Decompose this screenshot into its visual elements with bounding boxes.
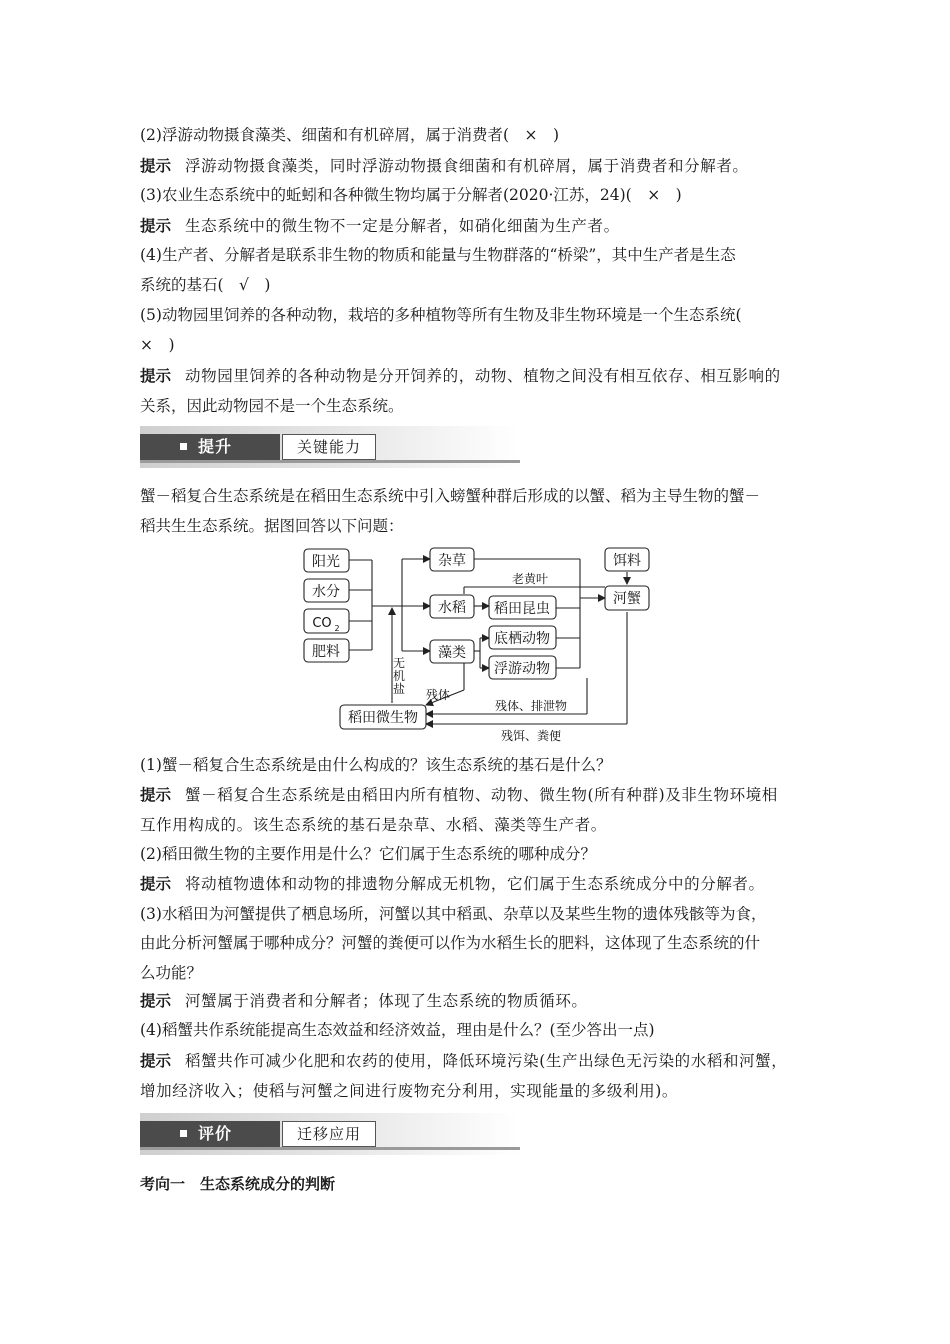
hint-text: 生态系统中的微生物不一定是分解者，如硝化细菌为生产者。 bbox=[185, 217, 620, 235]
node-sunlight: 阳光 bbox=[312, 554, 340, 570]
hint-p4-line-2: 增加经济收入；使稻与河蟹之间进行废物充分利用，实现能量的多级利用)。 bbox=[140, 1082, 678, 1100]
hint-p1-line-1 bbox=[140, 780, 820, 810]
hint-text: 将动植物遗体和动物的排遗物分解成无机物，它们属于生态系统成分中的分解者。 bbox=[185, 875, 765, 893]
question-2: (2)浮游动物摄食藻类、细菌和有机碎屑，属于消费者( × ) bbox=[140, 126, 560, 144]
banner-subtitle: 迁移应用 bbox=[282, 1121, 376, 1147]
problem-2: (2)稻田微生物的主要作用是什么？它们属于生态系统的哪种成分？ bbox=[140, 845, 596, 863]
hint-label: 提示 bbox=[140, 786, 172, 804]
hint-label: 提示 bbox=[140, 157, 172, 175]
problem-4: (4)稻蟹共作系统能提高生态效益和经济效益，理由是什么？(至少答出一点) bbox=[140, 1021, 655, 1039]
hint-text: 河蟹属于消费者和分解者；体现了生态系统的物质循环。 bbox=[185, 992, 588, 1010]
hint-p4-line-1 bbox=[140, 1046, 820, 1076]
hint-p3 bbox=[140, 986, 820, 1016]
problem-3-line-3: 么功能？ bbox=[140, 964, 203, 982]
question-4-line-1: (4)生产者、分解者是联系非生物的物质和能量与生物群落的“桥梁”，其中生产者是生态 bbox=[140, 246, 736, 264]
hint-p1-line-2: 互作用构成的。该生态系统的基石是杂草、水稻、藻类等生产者。 bbox=[140, 816, 607, 834]
square-bullet-icon bbox=[180, 1130, 187, 1137]
problem-1: (1)蟹－稻复合生态系统是由什么构成的？该生态系统的基石是什么？ bbox=[140, 756, 612, 774]
problem-3-line-2: 由此分析河蟹属于哪种成分？河蟹的粪便可以作为水稻生长的肥料，这体现了生态系统的什 bbox=[140, 934, 761, 952]
banner-title: 提升 bbox=[198, 437, 233, 456]
node-rice: 水稻 bbox=[438, 600, 466, 616]
hint-text: 稻蟹共作可减少化肥和农药的使用，降低环境污染(生产出绿色无污染的水稻和河蟹， bbox=[185, 1052, 788, 1070]
question-3: (3)农业生态系统中的蚯蚓和各种微生物均属于分解者(2020·江苏，24)( × ) bbox=[140, 186, 682, 204]
node-fertilizer: 肥料 bbox=[312, 644, 340, 660]
label-inorganic-2: 机 bbox=[392, 669, 406, 683]
hint-text: 浮游动物摄食藻类，同时浮游动物摄食细菌和有机碎屑，属于消费者和分解者。 bbox=[185, 157, 749, 175]
hint-label: 提示 bbox=[140, 992, 172, 1010]
node-bait: 饵料 bbox=[613, 553, 641, 569]
node-co2: CO bbox=[312, 616, 332, 631]
hint-label: 提示 bbox=[140, 1052, 172, 1070]
problem-3-line-1: (3)水稻田为河蟹提供了栖息场所，河蟹以其中稻虱、杂草以及某些生物的遗体残骸等为食， bbox=[140, 905, 767, 923]
banner-title: 评价 bbox=[198, 1124, 233, 1143]
hint-label: 提示 bbox=[140, 875, 172, 893]
hint-label: 提示 bbox=[140, 217, 172, 235]
node-water: 水分 bbox=[312, 584, 340, 600]
node-algae: 藻类 bbox=[438, 645, 466, 661]
hint-label: 提示 bbox=[140, 367, 172, 385]
intro-line-1: 蟹－稻复合生态系统是在稻田生态系统中引入螃蟹种群后形成的以蟹、稻为主导生物的蟹－ bbox=[140, 487, 761, 505]
section-banner-evaluate bbox=[140, 1113, 520, 1155]
label-inorganic-3: 盐 bbox=[392, 682, 406, 696]
node-paddy-microbes: 稻田微生物 bbox=[348, 710, 418, 726]
label-residues: 残体 bbox=[425, 688, 451, 702]
banner-subtitle: 关键能力 bbox=[282, 434, 376, 460]
node-co2-subscript: 2 bbox=[334, 624, 340, 633]
node-zooplankton: 浮游动物 bbox=[494, 661, 550, 677]
hint-text: 蟹－稻复合生态系统是由稻田内所有植物、动物、微生物(所有种群)及非生物环境相 bbox=[185, 786, 778, 804]
question-5-line-2: × ) bbox=[140, 336, 175, 354]
label-bait-feces: 残饵、粪便 bbox=[500, 729, 562, 743]
label-inorganic-1: 无 bbox=[392, 656, 406, 670]
hint-5-line-2: 关系，因此动物园不是一个生态系统。 bbox=[140, 397, 404, 415]
section-heading: 考向一 生态系统成分的判断 bbox=[140, 1175, 336, 1193]
hint-p2 bbox=[140, 869, 820, 899]
label-residues-excreta: 残体、排泄物 bbox=[494, 699, 568, 713]
node-benthic-animals: 底栖动物 bbox=[494, 631, 550, 647]
label-old-leaves: 老黄叶 bbox=[511, 572, 549, 586]
node-rice-insects: 稻田昆虫 bbox=[494, 601, 550, 617]
hint-text: 动物园里饲养的各种动物是分开饲养的，动物、植物之间没有相互依存、相互影响的 bbox=[185, 367, 781, 385]
question-5-line-1: (5)动物园里饲养的各种动物，栽培的多种植物等所有生物及非生物环境是一个生态系统( bbox=[140, 306, 742, 324]
intro-line-2: 稻共生生态系统。据图回答以下问题： bbox=[140, 517, 404, 535]
node-crab: 河蟹 bbox=[613, 591, 641, 607]
node-weeds: 杂草 bbox=[438, 553, 466, 569]
question-4-line-2: 系统的基石( √ ) bbox=[140, 276, 271, 294]
